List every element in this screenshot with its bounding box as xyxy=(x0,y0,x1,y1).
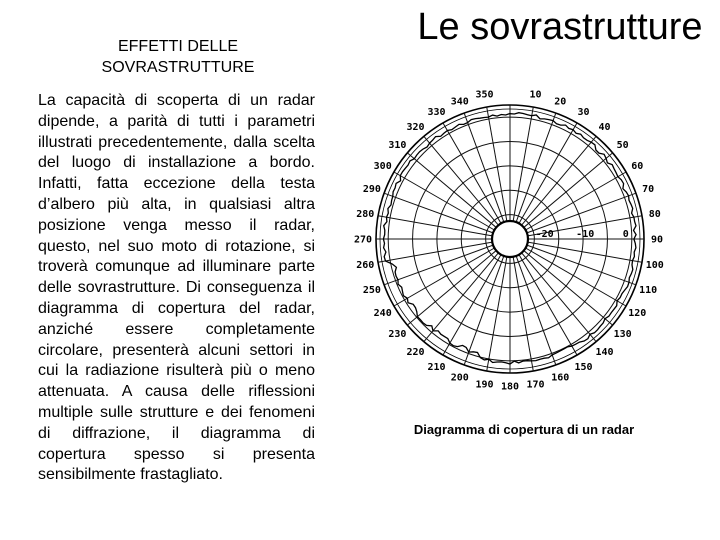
scale-label: -10 xyxy=(576,229,595,240)
bearing-label: 40 xyxy=(598,121,611,133)
bearing-label: 230 xyxy=(388,328,407,340)
bearing-label: 100 xyxy=(645,260,664,272)
bearing-label: 320 xyxy=(406,121,425,133)
bearing-label: 170 xyxy=(526,379,545,391)
radar-coverage-diagram xyxy=(353,80,700,410)
radar-polar-plot xyxy=(353,80,700,410)
bearing-label: 350 xyxy=(475,89,494,101)
scale-label: 0 xyxy=(622,229,629,240)
bearing-label: 70 xyxy=(642,184,655,196)
bearing-label: 200 xyxy=(450,372,469,384)
bearing-label: 160 xyxy=(551,372,570,384)
bearing-label: 240 xyxy=(373,308,392,319)
bearing-label: 150 xyxy=(574,361,593,373)
bearing-label: 130 xyxy=(613,328,632,340)
bearing-label: 250 xyxy=(362,284,381,296)
bearing-label: 260 xyxy=(356,260,375,272)
bearing-label: 290 xyxy=(362,184,381,196)
center-hub xyxy=(492,221,528,257)
bearing-label: 120 xyxy=(628,308,647,319)
slide-title: Le sovrastrutture xyxy=(417,6,703,48)
bearing-label: 90 xyxy=(650,234,664,246)
scale-label: -20 xyxy=(535,229,554,240)
bearing-label: 180 xyxy=(500,381,520,393)
bearing-label: 60 xyxy=(631,161,644,172)
bearing-label: 10 xyxy=(529,89,542,101)
bearing-label: 110 xyxy=(639,284,658,296)
bearing-label: 30 xyxy=(577,107,590,119)
body-paragraph: La capacità di scoperta di un radar dipende, a parità di tutti i parametri illustrati precedentemente, dalla scelta del luogo di installazione a bordo. Infatti, fatta eccezione della testa d’albero più alta, in qualsiasi altra posizione venga messo il radar, questo, nel suo moto di rotazione, si troverà comunque ad illuminare parte delle sovrastrutture. Di conseguenza il diagramma di copertura del radar, anziché essere completamente circolare, presenterà alcuni settori in cui la radiazione risulterà più o meno attenuata. A causa delle riflessioni multiple sulle strutture e dei fenomeni di diffrazione, il diagramma di copertura spesso si presenta sensibilmente frastagliato. xyxy=(38,92,315,484)
diagram-caption: Diagramma di copertura di un radar xyxy=(413,422,635,437)
subtitle-line-1: EFFETTI DELLE xyxy=(117,38,239,55)
bearing-label: 340 xyxy=(450,96,469,108)
bearing-label: 190 xyxy=(475,379,494,391)
bearing-label: 330 xyxy=(427,107,446,119)
bearing-label: 210 xyxy=(427,361,446,373)
bearing-label: 300 xyxy=(373,161,392,172)
bearing-label: 280 xyxy=(356,208,375,220)
bearing-label: 270 xyxy=(353,234,373,246)
bearing-label: 50 xyxy=(616,140,629,152)
bearing-label: 310 xyxy=(388,140,407,152)
slide-subtitle xyxy=(60,36,296,78)
subtitle-line-2: SOVRASTRUTTURE xyxy=(101,59,255,76)
bearing-label: 140 xyxy=(595,347,614,359)
bearing-label: 220 xyxy=(406,347,425,359)
bearing-label: 80 xyxy=(648,208,661,220)
bearing-label: 20 xyxy=(554,96,567,108)
